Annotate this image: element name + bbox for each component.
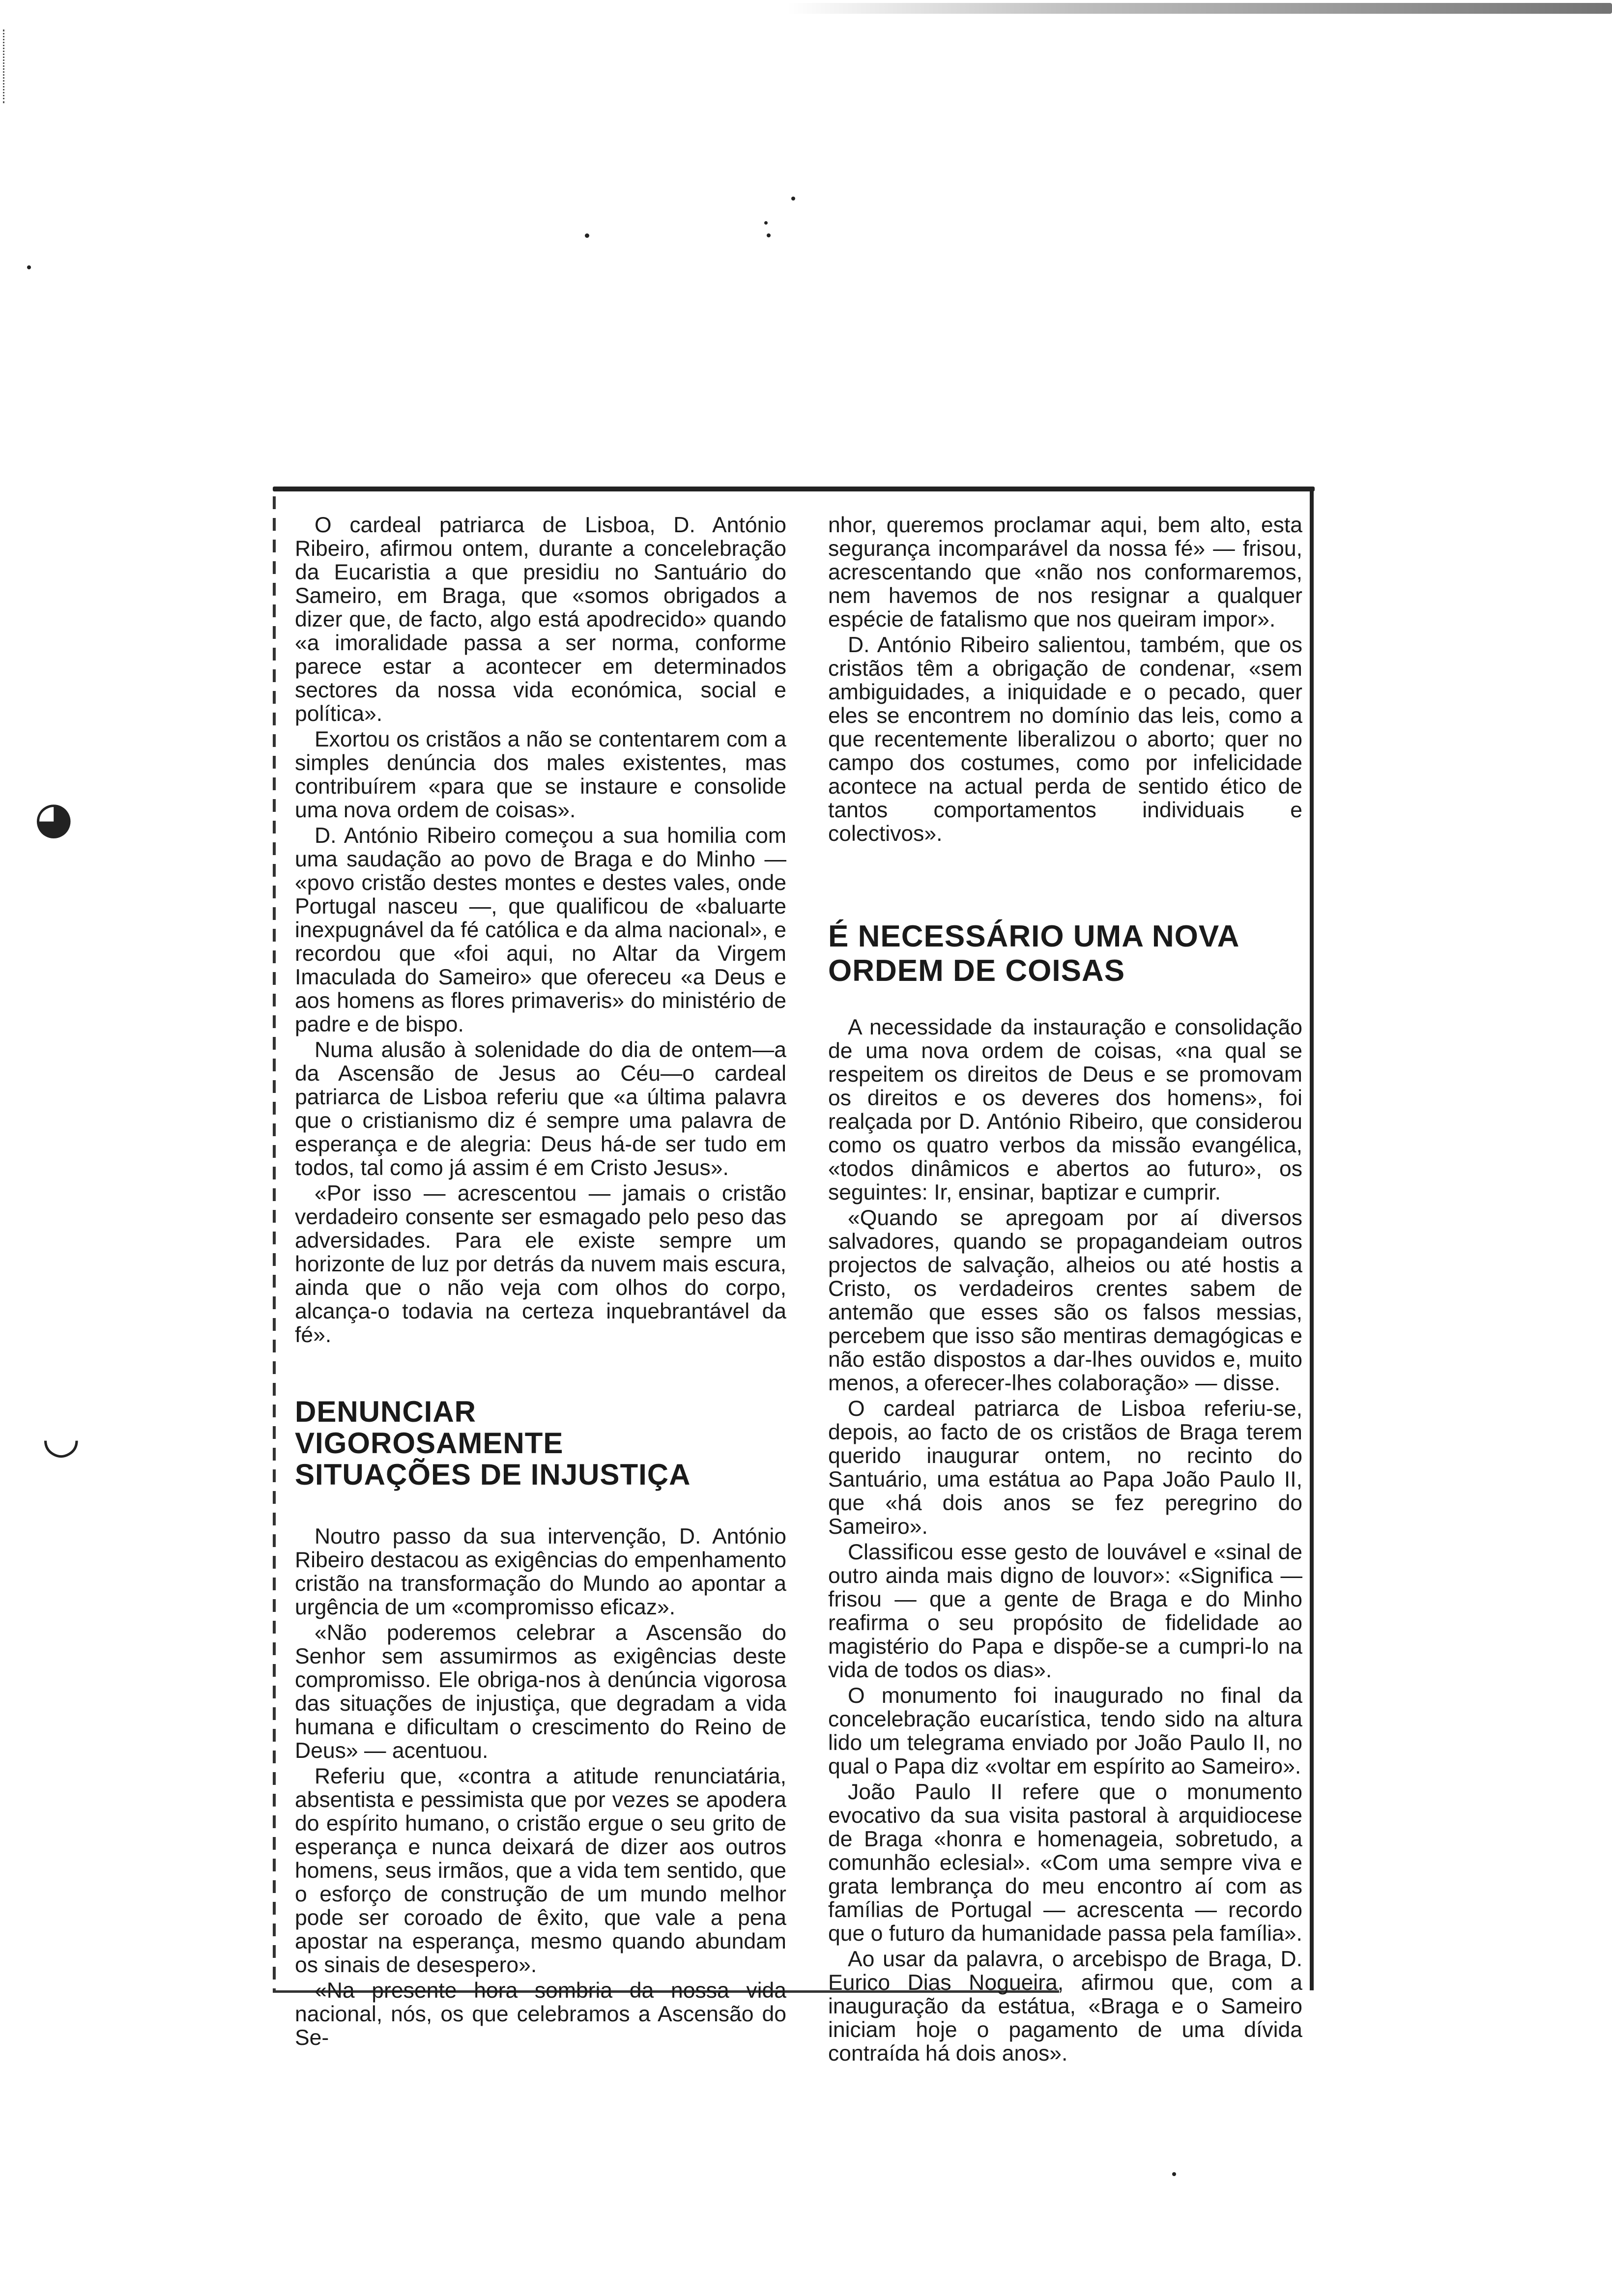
article-paragraph: D. António Ribeiro começou a sua homilia com uma saudação ao povo de Braga e do Minho — «povo cristão destes montes e destes vales, onde Portugal nasceu —, que qualificou de «baluarte inexpugnável da fé católica e da alma nacional», e recordou que «foi aqui, no Altar da Virgem Imaculada do Sameiro» que ofereceu «a Deus e aos homens as flores primaveris» do ministério de padre e de bispo.	[295, 824, 786, 1036]
article-paragraph: Ao usar da palavra, o arcebispo de Braga, D. Eurico Dias Nogueira, afirmou que, com a inauguração da estátua, «Braga e o Sameiro iniciam hoje o pagamento de uma dívida contraída há dois anos».	[828, 1947, 1302, 2066]
article-paragraph: «Por isso — acrescentou — jamais o cristão verdadeiro consente ser esmagado pelo peso das adversidades. Para ele existe sempre um horizonte de luz por detrás da nuvem mais escura, ainda que o não veja com olhos do corpo, alcança-o todavia na certeza inquebrantável da fé».	[295, 1181, 786, 1347]
article-right-column	[828, 514, 1302, 2066]
dust-speck	[764, 221, 768, 225]
dust-speck	[27, 265, 31, 269]
headline-line: VIGOROSAMENTE	[295, 1427, 564, 1460]
article-paragraph: O cardeal patriarca de Lisboa referiu-se, depois, ao facto de os cristãos de Braga terem querido inaugurar ontem, no recinto do Santuário, uma estátua ao Papa João Paulo II, que «há dois anos se fez peregrino do Sameiro».	[828, 1397, 1302, 1539]
article-paragraph: Exortou os cristãos a não se contentarem com a simples denúncia dos males existentes, mas contribuírem «para que se instaure e consolide uma nova ordem de coisas».	[295, 727, 786, 822]
article-paragraph: «Não poderemos celebrar a Ascensão do Senhor sem assumirmos as exigências deste compromisso. Ele obriga-nos à denúncia vigorosa das situações de injustiça, que degradam a vida humana e dificultam o crescimento do Reino de Deus» — acentuou.	[295, 1621, 786, 1763]
article-paragraph: D. António Ribeiro salientou, também, que os cristãos têm a obrigação de condenar, «sem ambiguidades, a iniquidade e o pecado, quer eles se encontrem no domínio das leis, como a que recentemente liberalizou o aborto; quer no campo dos costumes, como por infelicidade acontece na actual perda de sentido ético de tantos comportamentos individuais e colectivos».	[828, 633, 1302, 846]
dust-speck	[791, 197, 795, 201]
dust-speck	[1172, 2172, 1176, 2176]
article-paragraph: «Quando se apregoam por aí diversos salvadores, quando se propagandeiam outros projectos de salvação, alheios ou até hostis a Cristo, os verdadeiros crentes sabem de antemão que esses são os falsos messias, percebem que isso são mentiras demagógicas e não estão dispostos a dar-lhes ouvidos e, muito menos, a oferecer-lhes colaboração» — disse.	[828, 1206, 1302, 1395]
section-headline-denunciar	[295, 1396, 767, 1491]
article-paragraph: Noutro passo da sua intervenção, D. António Ribeiro destacou as exigências do empenhamento cristão na transformação do Mundo ao apontar a urgência de um «compromisso eficaz».	[295, 1524, 786, 1619]
scan-edge-marks	[3, 29, 9, 103]
article-paragraph: Classificou esse gesto de louvável e «sinal de outro ainda mais digno de louvor»: «Significa — frisou — que a gente de Braga e do Minho reafirma o seu propósito de fidelidade ao magistério do Papa e dispõe-se a cumpri-lo na vida de todos os dias».	[828, 1540, 1302, 1682]
article-paragraph: Numa alusão à solenidade do dia de ontem—a da Ascensão de Jesus ao Céu—o cardeal patriarca de Lisboa referiu que «a última palavra que o cristianismo diz é sempre uma palavra de esperança e de alegria: Deus há-de ser tudo em todos, tal como já assim é em Cristo Jesus».	[295, 1038, 786, 1180]
punch-hole-mark: ◡	[42, 1411, 81, 1463]
clipping-top-rule	[273, 487, 1315, 491]
clipping-right-edge	[1310, 491, 1314, 1990]
newspaper-clipping	[273, 487, 1334, 2066]
section-headline-nova-ordem: É NECESSÁRIO UMA NOVA ORDEM DE COISAS	[828, 919, 1239, 988]
scan-edge-shadow	[786, 3, 1612, 14]
article-paragraph: João Paulo II refere que o monumento evocativo da sua visita pastoral à arquidiocese de Braga «honra e homenageia, sobretudo, a comunhão eclesial». «Com uma sempre viva e grata lembrança do meu encontro aí com as famílias de Portugal — acrescenta — recordo que o futuro da humanidade passa pela família».	[828, 1780, 1302, 1946]
article-paragraph: nhor, queremos proclamar aqui, bem alto, esta segurança incomparável da nossa fé» — frisou, acrescentando que «não nos conformaremos, nem havemos de nos resignar a qualquer espécie de fatalismo que nos queiram impor».	[828, 513, 1302, 631]
headline-line: SITUAÇÕES DE INJUSTIÇA	[295, 1458, 691, 1491]
clipping-left-edge	[273, 496, 276, 1990]
article-paragraph: O cardeal patriarca de Lisboa, D. António Ribeiro, afirmou ontem, durante a concelebração da Eucaristia a que presidiu no Santuário do Sameiro, em Braga, que «somos obrigados a dizer que, de facto, algo está apodrecido» quando «a imoralidade passa a ser norma, conforme parece estar a acontecer em determinados sectores da nossa vida económica, social e política».	[295, 513, 786, 726]
article-paragraph: Referiu que, «contra a atitude renunciatária, absentista e pessimista que por vezes se apodera do espírito humano, o cristão ergue o seu grito de esperança e nunca deixará de dizer aos outros homens, seus irmãos, que a vida tem sentido, que o esforço de construção de um mundo melhor pode ser coroado de êxito, que vale a pena apostar na esperança, mesmo quando abundam os sinais de desespero».	[295, 1764, 786, 1977]
article-paragraph: O monumento foi inaugurado no final da concelebração eucarística, tendo sido na altura lido um telegrama enviado por João Paulo II, no qual o Papa diz «voltar em espírito ao Sameiro».	[828, 1684, 1302, 1779]
article-paragraph: «Na presente hora sombria da nossa vida nacional, nós, os que celebramos a Ascensão do Se-	[295, 1979, 786, 2050]
dust-speck	[585, 233, 589, 238]
article-left-column	[295, 514, 786, 2050]
punch-hole-mark: ◕	[34, 792, 73, 844]
article-paragraph: A necessidade da instauração e consolidação de uma nova ordem de coisas, «na qual se respeitem os direitos de Deus e se promovam os direitos e os deveres dos homens», foi realçada por D. António Ribeiro, que considerou como os quatro verbos da missão evangélica, «todos dinâmicos e abertos ao futuro», os seguintes: Ir, ensinar, baptizar e cumprir.	[828, 1015, 1302, 1205]
headline-line: DENUNCIAR	[295, 1395, 476, 1428]
dust-speck	[767, 233, 771, 237]
